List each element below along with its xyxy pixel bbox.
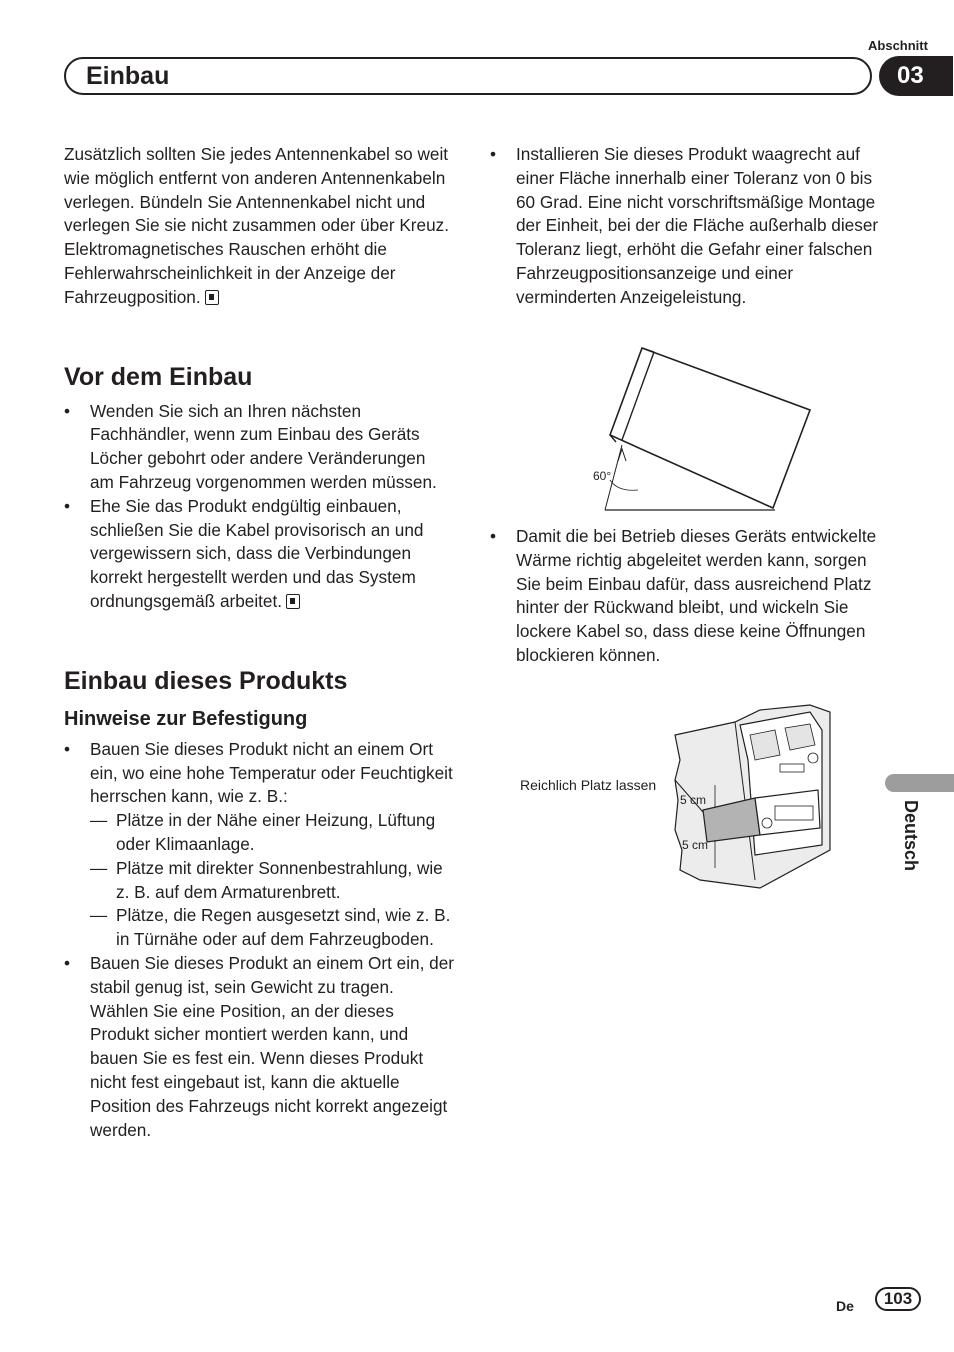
heading-vor-dem-einbau: Vor dem Einbau (64, 362, 253, 391)
list-item: • Bauen Sie dieses Produkt nicht an einem Ort ein, wo eine hohe Temperatur oder Feuchtigkeit herrschen kann, wie z. B.: — Plätze in der Nähe einer Heizung, Lüftung oder Klimaanlage. — Plätze mit direkter Sonnenbestrahlung, wie z. B. auf dem Armaturenbrett. — Plätze, die Regen ausgesetzt sind, wie z. B. in Türnähe oder auf dem Fahrzeugboden. (64, 738, 454, 952)
heading-einbau-dieses-produkts: Einbau dieses Produkts (64, 666, 348, 695)
dash-item: — Plätze, die Regen ausgesetzt sind, wie z. B. in Türnähe oder auf dem Fahrzeugboden. (90, 904, 454, 952)
vor-dem-einbau-list (64, 400, 454, 614)
end-of-section-icon (286, 594, 300, 609)
angle-label: 60° (593, 469, 612, 483)
gap-top-label: 5 cm (680, 793, 707, 807)
language-tab-marker (885, 774, 954, 792)
left-column (64, 143, 454, 1142)
chapter-title-bar (64, 57, 872, 95)
list-item: • Wenden Sie sich an Ihren nächsten Fachhändler, wenn zum Einbau des Geräts Löcher gebohrt oder andere Veränderungen am Fahrzeug vorgenommen werden müssen. (64, 400, 454, 495)
list-item: • Ehe Sie das Produkt endgültig einbauen, schließen Sie die Kabel provisorisch an und vergewissern sich, dass die Verbindungen korrekt hergestellt werden und das System ordnungsgemäß arbeitet. (64, 495, 454, 614)
language-tab-label: Deutsch (901, 800, 921, 872)
dash-item: — Plätze in der Nähe einer Heizung, Lüftung oder Klimaanlage. (90, 809, 454, 857)
space-label: Reichlich Platz lassen (520, 777, 657, 793)
right-list-2 (490, 525, 882, 668)
right-list-2-wrap (490, 525, 882, 668)
subheading-hinweise: Hinweise zur Befestigung (64, 707, 308, 730)
list-item: • Installieren Sie dieses Produkt waagrecht auf einer Fläche innerhalb einer Toleranz von 0 bis 60 Grad. Eine nicht vorschriftsmäßige Montage der Einheit, bei der die Fläche außerhalb dieser Toleranz liegt, erhöht die Gefahr einer falschen Fahrzeugpositionsanzeige und einer verminderten Anzeigeleistung. (490, 143, 882, 310)
list-item: • Damit die bei Betrieb dieses Geräts entwickelte Wärme richtig abgeleitet werden kann, sorgen Sie beim Einbau dafür, dass ausreichend Platz hinter der Rückwand bleibt, und wickeln Sie lockere Kabel so, dass diese keine Öffnungen blockieren können. (490, 525, 882, 668)
list-item: • Bauen Sie dieses Produkt an einem Ort ein, der stabil genug ist, sein Gewicht zu tragen. Wählen Sie eine Position, an der dieses Produkt sicher montiert werden kann, und bauen Sie es fest ein. Wenn dieses Produkt nicht fest eingebaut ist, kann die aktuelle Position des Fahrzeugs nicht korrekt angezeigt werden. (64, 952, 454, 1142)
ventilation-space-illustration (510, 700, 840, 890)
end-of-section-icon (205, 290, 219, 305)
page-number: 103 (875, 1287, 921, 1311)
section-label: Abschnitt (868, 38, 928, 53)
mounting-angle-illustration (580, 340, 820, 515)
gap-bottom-label: 5 cm (682, 838, 709, 852)
right-column (490, 143, 882, 310)
dash-item: — Plätze mit direkter Sonnenbestrahlung, wie z. B. auf dem Armaturenbrett. (90, 857, 454, 905)
right-list-1 (490, 143, 882, 310)
section-number-badge: 03 (879, 56, 953, 96)
chapter-title: Einbau (86, 62, 170, 90)
befestigung-list (64, 738, 454, 1143)
footer-language-code: De (836, 1298, 854, 1314)
intro-paragraph: Zusätzlich sollten Sie jedes Antennenkabel so weit wie möglich entfernt von anderen Antennenkabeln verlegen. Bündeln Sie Antennenkabel nicht und verlegen Sie sie nicht zusammen oder über Kreuz. Elektromagnetisches Rauschen erhöht die Fehlerwahrscheinlichkeit in der Anzeige der Fahrzeugposition. (64, 144, 450, 307)
